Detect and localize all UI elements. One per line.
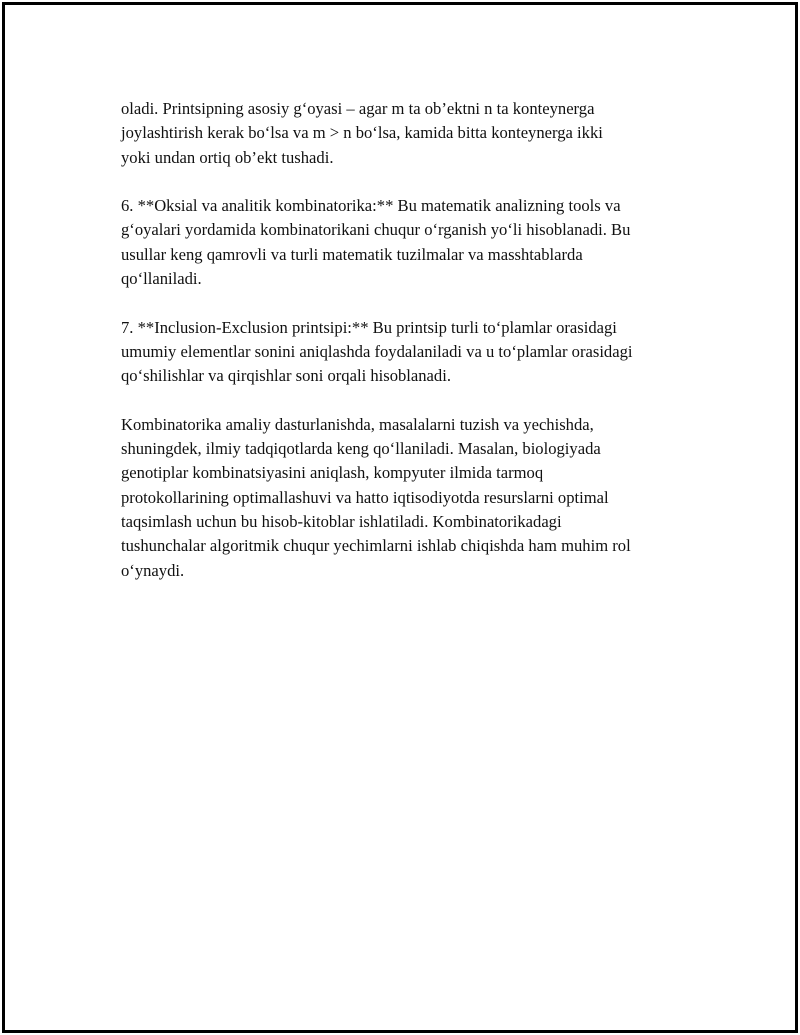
paragraph-pigeonhole-continuation: oladi. Printsipning asosiy g‘oyasi – agar m ta ob’ektni n ta konteynerga joylashtirish kerak bo‘lsa va m > n bo‘lsa, kamida bitta konteynerga ikki yoki undan ortiq ob’ekt tushadi.: [121, 99, 603, 167]
paragraph-applications: Kombinatorika amaliy dasturlanishda, masalalarni tuzish va yechishda, shuningdek, ilmiy tadqiqotlarda keng qo‘llaniladi. Masalan, biologiyada genotiplar kombinatsiyasini aniqlash, kompyuter ilmida tarmoq protokollarining optimallashuvi va hatto iqtisodiyotda resurslarni optimal taqsimlash uchun bu hisob-kitoblar ishlatiladi. Kombinatorikadagi tushunchalar algoritmik chuqur yechimlarni ishlab chiqishda ham muhim rol o‘ynaydi.: [121, 414, 631, 580]
paragraph-analytic-combinatorics: 6. **Oksial va analitik kombinatorika:** Bu matematik analizning tools va g‘oyalari yordamida kombinatorikani chuqur o‘rganish yo‘li hisoblanadi. Bu usullar keng qamrovli va turli matematik tuzilmalar va masshtablarda qo‘llaniladi.: [121, 196, 631, 289]
paragraph-inclusion-exclusion: 7. **Inclusion-Exclusion printsipi:** Bu printsip turli to‘plamlar orasidagi umumiy elementlar sonini aniqlashda foydalaniladi va u to‘plamlar orasidagi qo‘shilishlar va qirqishlar soni orqali hisoblanadi.: [121, 317, 633, 386]
page-body: [121, 97, 693, 607]
page-frame: [2, 2, 798, 1033]
